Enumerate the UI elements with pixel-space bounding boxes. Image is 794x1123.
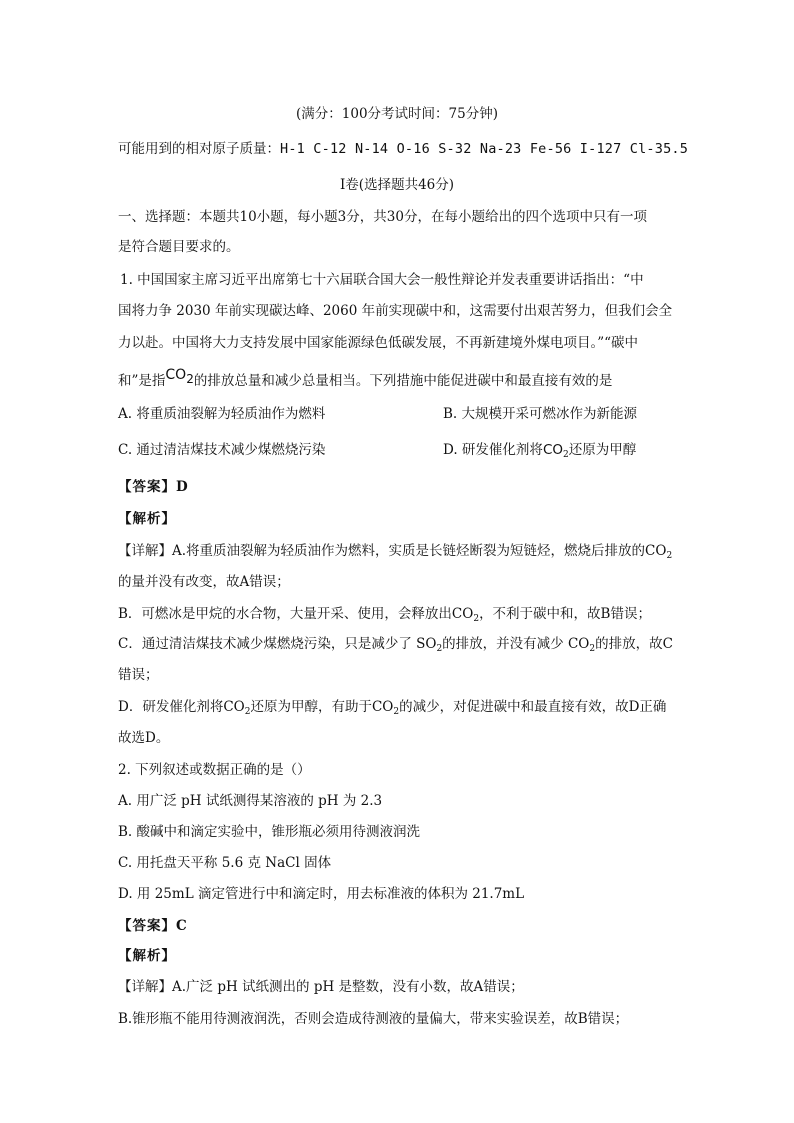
q1-detail-c-line-2: 错误； xyxy=(118,667,159,683)
atomic-mass-values: H-1 C-12 N-14 O-16 S-32 Na-23 Fe-56 I-127 Cl-35.5 xyxy=(280,141,689,157)
q2-stem: 2. 下列叙述或数据正确的是（） xyxy=(118,762,311,778)
q1-stem-line-1: 1. 中国国家主席习近平出席第七十六届联合国大会一般性辩论并发表重要讲话指出：“中 xyxy=(120,272,644,288)
q1-detail-c-line-1: C．通过清洁煤技术减少煤燃烧污染，只是减少了 $SO_2$的排放，并没有减少 $CO_2$的排放，故C xyxy=(118,636,673,654)
q2-answer: 【答案】C xyxy=(118,918,188,934)
q2-analysis-label: 【解析】 xyxy=(118,948,176,964)
q2-detail-a: 【详解】A.广泛 pH 试纸测出的 pH 是整数，没有小数，故A错误； xyxy=(118,979,524,995)
q1-conclusion: 故选D。 xyxy=(118,730,170,746)
q1-option-b: B. 大规模开采可燃冰作为新能源 xyxy=(443,406,638,422)
q2-option-a: A. 用广泛 pH 试纸测得某溶液的 pH 为 2.3 xyxy=(118,793,383,809)
q2-option-d: D. 用 25mL 滴定管进行中和滴定时，用去标准液的体积为 21.7mL xyxy=(118,886,525,902)
q1-option-c: C. 通过清洁煤技术减少煤燃烧污染 xyxy=(118,442,326,458)
q1-stem-line-2: 国将力争 2030 年前实现碳达峰、2060 年前实现碳中和，这需要付出艰苦努力，但我们会全 xyxy=(118,303,673,319)
q1-option-a: A. 将重质油裂解为轻质油作为燃料 xyxy=(118,406,326,422)
section-title: I卷(选择题共46分) xyxy=(339,177,455,193)
q1-answer: 【答案】D xyxy=(118,479,189,495)
exam-info: (满分：100分考试时间：75分钟) xyxy=(296,106,498,122)
q1-detail-b: B．可燃冰是甲烷的水合物，大量开采、使用，会释放出$CO_2$，不利于碳中和，故B错误； xyxy=(118,606,651,624)
q1-detail-d: D．研发催化剂将$CO_2$还原为甲醇，有助于$CO_2$的减少，对促进碳中和最直接有效，故D正确 xyxy=(118,699,667,717)
atomic-mass-label: 可能用到的相对原子质量： xyxy=(118,141,280,157)
q1-detail-a-line-1: 【详解】A.将重质油裂解为轻质油作为燃料，实质是长链烃断裂为短链烃，燃烧后排放的$CO_2$ xyxy=(118,543,673,561)
q1-co2-formula: CO2 xyxy=(165,367,194,386)
q1-stem-line-4-suffix: 的排放总量和减少总量相当。下列措施中能促进碳中和最直接有效的是 xyxy=(193,373,613,389)
q1-stem-line-3: 力以赴。中国将大力支持发展中国家能源绿色低碳发展，不再新建境外煤电项目。”“碳中 xyxy=(118,335,639,351)
q1-stem-line-4 xyxy=(118,367,613,395)
q2-option-b: B. 酸碱中和滴定实验中，锥形瓶必须用待测液润洗 xyxy=(118,824,421,840)
q1-detail-a-line-2: 的量并没有改变，故A错误； xyxy=(118,574,290,590)
q2-detail-b: B.锥形瓶不能用待测液润洗，否则会造成待测液的量偏大，带来实验误差，故B错误； xyxy=(118,1011,629,1027)
section-instruction-line-2: 是符合题目要求的。 xyxy=(118,239,240,255)
q1-analysis-label: 【解析】 xyxy=(118,511,176,527)
section-instruction-line-1: 一、选择题：本题共10小题，每小题3分，共30分，在每小题给出的四个选项中只有一项 xyxy=(118,209,647,225)
q2-option-c: C. 用托盘天平称 5.6 克 NaCl 固体 xyxy=(118,855,332,871)
atomic-mass-line xyxy=(118,139,688,159)
q1-stem-line-4-prefix: 和”是指 xyxy=(118,373,166,389)
q1-option-d: D. 研发催化剂将$CO_2$还原为甲醇 xyxy=(443,442,637,460)
